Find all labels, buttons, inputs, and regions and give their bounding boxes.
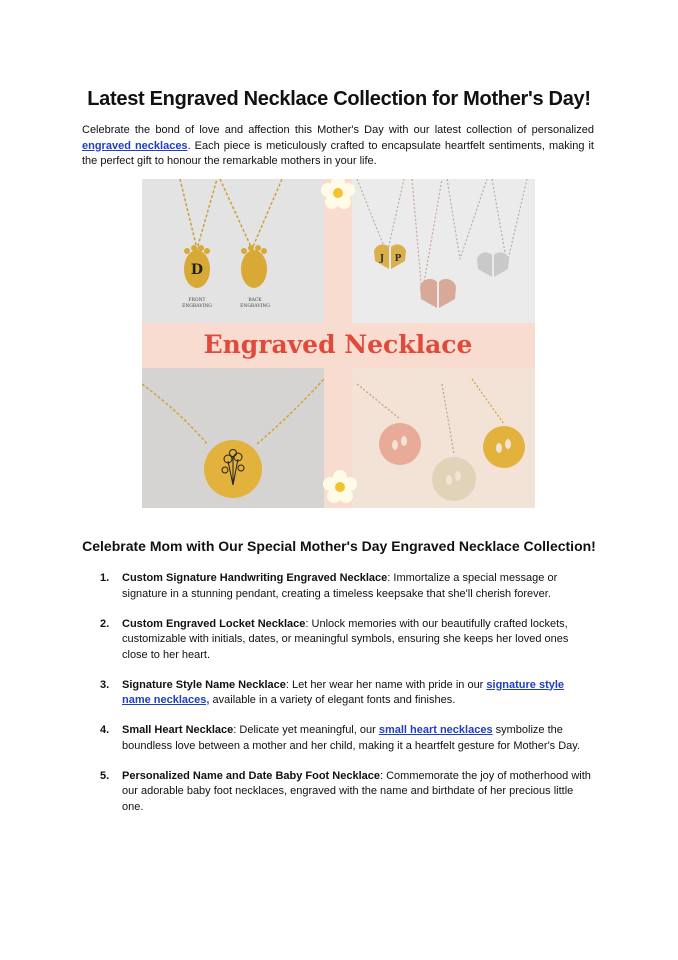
engraved-necklaces-link[interactable]: engraved necklaces bbox=[82, 139, 188, 152]
intro-paragraph bbox=[82, 123, 594, 170]
engraved-necklace-collage bbox=[142, 179, 535, 508]
item-name: Custom Engraved Locket Necklace bbox=[122, 617, 306, 630]
small-heart-necklaces-link[interactable]: small heart necklaces bbox=[378, 724, 493, 736]
item-text: : Unlock memories with our beautifully crafted lockets, customizable with initials, dates, or meaningful symbols, ensuring she keeps her loved ones close to her heart. bbox=[122, 617, 569, 661]
necklace-list bbox=[100, 571, 592, 830]
intro-text-after: . Each piece is meticulously crafted to encapsulate heartfelt sentiments, making it the perfect gift to honour the remarkable mothers in your life. bbox=[82, 139, 594, 167]
item-text: available in a variety of elegant fonts and finishes. bbox=[209, 694, 456, 706]
initial-d: D bbox=[190, 262, 204, 278]
daisy-flower-top bbox=[321, 179, 355, 209]
list-item bbox=[100, 617, 592, 664]
page-title: Latest Engraved Necklace Collection for Mother's Day! bbox=[87, 88, 591, 110]
list-number: 1. bbox=[100, 572, 110, 584]
list-number: 3. bbox=[100, 678, 110, 691]
item-text: : Commemorate the joy of motherhood with our adorable baby foot necklaces, engraved with the name and birthdate of her precious little one. bbox=[122, 769, 591, 813]
signature-style-name-necklaces-link[interactable]: signature style name necklaces, bbox=[122, 678, 565, 706]
intro-text-before: Celebrate the bond of love and affection this Mother's Day with our latest collection of personalized bbox=[82, 124, 594, 136]
list-number: 2. bbox=[100, 617, 110, 630]
item-text: : Immortalize a special message or signature in a stunning pendant, creating a timeless keepsake that she'll cherish forever. bbox=[122, 572, 558, 600]
front-label-2: ENGRAVING bbox=[182, 304, 212, 309]
back-label-1: BACK bbox=[248, 298, 262, 303]
initial-p: P bbox=[394, 254, 402, 264]
initial-j: J bbox=[379, 254, 385, 264]
item-text: : Let her wear her name with pride in our bbox=[285, 678, 487, 691]
back-label-2: ENGRAVING bbox=[240, 304, 270, 309]
list-number: 4. bbox=[100, 724, 110, 736]
list-item bbox=[100, 723, 592, 754]
item-text: symbolize the boundless love between a mother and her child, making it a heartfelt gesture for Mother's Day. bbox=[122, 724, 581, 752]
section-heading: Celebrate Mom with Our Special Mother's Day Engraved Necklace Collection! bbox=[82, 538, 596, 554]
list-item bbox=[100, 571, 592, 602]
item-name: Small Heart Necklace bbox=[122, 724, 234, 736]
item-name: Signature Style Name Necklace bbox=[122, 678, 286, 691]
list-item bbox=[100, 769, 592, 816]
banner-title: Engraved Necklace bbox=[203, 330, 473, 359]
item-name: Custom Signature Handwriting Engraved Necklace bbox=[122, 572, 388, 584]
list-number: 5. bbox=[100, 769, 110, 782]
front-label-1: FRONT bbox=[188, 298, 206, 303]
item-name: Personalized Name and Date Baby Foot Necklace bbox=[122, 769, 380, 782]
item-text: : Delicate yet meaningful, our bbox=[233, 724, 379, 736]
quadrant-top-left bbox=[142, 179, 324, 323]
list-item bbox=[100, 678, 592, 709]
